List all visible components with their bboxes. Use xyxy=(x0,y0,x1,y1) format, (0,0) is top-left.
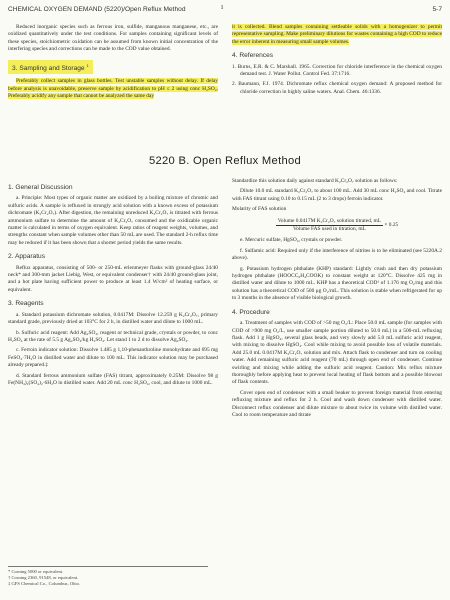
general-discussion-heading: 1. General Discussion xyxy=(8,184,73,191)
formula-denominator: Volume FAS used in titration, mL xyxy=(292,226,366,233)
reference-item: 1. Burns, E.R. & C. Marshall. 1965. Correction for chloride interference in the chemical oxygen demand test. J. Water Pollut. Control Fed. 37:1716. xyxy=(232,63,442,78)
sampling-text: Preferably collect samples in glass bottles. Test unstable samples without delay. If delay before analysis is unavoidable, preserve sample by acidification to pH ≤ 2 using conc H₂SO₄. Preferably acidify any sample that cannot be analyzed the same day xyxy=(8,78,218,100)
top-left-column xyxy=(8,24,218,103)
apparatus-heading: 2. Apparatus xyxy=(8,253,46,261)
molarity-formula xyxy=(232,218,442,234)
intro-paragraph: Reduced inorganic species such as ferrous iron, sulfide, manganous manganese, etc., are oxidized quantitatively under the test conditions. For samples containing significant levels of these species, stoichiometric oxidation can be assumed from known initial concentration of the interfering species and corrections can be made to the COD value obtained. xyxy=(8,24,218,53)
sampling-paragraph xyxy=(8,78,218,100)
formula-factor: × 0.25 xyxy=(384,221,399,228)
molarity-label: Molarity of FAS solution xyxy=(232,206,287,213)
cover-condenser-paragraph: Cover open end of condenser with a small beaker to prevent foreign material from entering refluxing mixture and reflux for 2 h. Cool and wash down condenser with distilled water. Disconnect reflux condenser and dilute mixture to about twice its volume with distilled water. Cool to room temperature and titrate xyxy=(232,389,442,418)
khp-standard-paragraph: g. Potassium hydrogen phthalate (KHP) standard: Lightly crush and then dry potassium hydrogen phthalate (HOOCC₆H₄COOK) to constant weight at 120°C. Dissolve 425 mg in distilled water and dilute to 1000 mL. KHP has a theoretical COD¹ of 1.176 mg O₂/mg and this solution has a theoretical COD of 500 μg O₂/mL. This solution is stable when refrigerated for up to 3 months in the absence of visible biological growth. xyxy=(232,265,442,302)
reference-item: 2. Baumann, F.J. 1974. Dichromate reflux chemical oxygen demand: A proposed method for chloride correction in highly saline waters. Anal. Chem. 46:1336. xyxy=(232,81,442,95)
apparatus-paragraph: Reflux apparatus, consisting of 500- or 250-mL erlenmeyer flasks with ground-glass 24/40 neck* and 300-mm jacket Liebig, West, or equivalent condenser† with 24/40 ground-glass joint, and a hot plate having sufficient power to produce at least 1.4 W/cm² of heating surface, or equivalent. xyxy=(8,264,218,293)
reagent-a-paragraph: a. Standard potassium dichromate solution, 0.0417M: Dissolve 12.259 g K₂Cr₂O₇, primary standard grade, previously dried at 103°C for 2 h, in distilled water and dilute to 1000 mL. xyxy=(8,311,218,326)
page-number: 5-7 xyxy=(432,6,442,13)
sampling-heading-note: 1 xyxy=(86,62,89,68)
references-list xyxy=(232,64,442,97)
storage-continuation: it is collected. Blend samples containing settleable solids with a homogenizer to permit representative sampling. Make preliminary dilutions for wastes containing a high COD to reduce the error inherent in measuring small sample volumes. xyxy=(232,24,442,45)
references-heading: 4. References xyxy=(232,52,274,60)
sulfamic-acid-paragraph: f. Sulfamic acid: Required only if the interference of nitrites is to be eliminated (see 5220A.2 above). xyxy=(232,247,442,262)
footnote-item: ‡ GFS Chemical Co., Columbus, Ohio. xyxy=(8,581,81,586)
bottom-left-column xyxy=(8,178,218,390)
reagents-heading: 3. Reagents xyxy=(8,300,44,308)
header-title: CHEMICAL OXYGEN DEMAND (5220)/Open Reflux Method xyxy=(8,6,186,13)
treatment-paragraph: a. Treatment of samples with COD of >50 mg O₂/L: Place 50.0 mL sample (for samples with COD of >900 mg O₂/L, use smaller sample portion diluted to 50.0 mL) in a 500-mL refluxing flask. Add 1 g HgSO₄, several glass beads, and very slowly add 5.0 mL sulfuric acid reagent, with mixing to dissolve HgSO₄. Cool while mixing to avoid possible loss of volatile materials. Add 25.0 mL 0.0417M K₂Cr₂O₇ solution and mix. Attach flask to condenser and turn on cooling water. Add remaining sulfuric acid reagent (70 mL) through open end of condenser. Continue swirling and mixing while adding the sulfuric acid reagent. Caution: Mix reflux mixture thoroughly before applying heat to prevent local heating of flask bottom and a possible blowout of flask contents. xyxy=(232,320,442,386)
section-title: 5220 B. Open Reflux Method xyxy=(148,155,302,167)
footnote-item: * Corning 5000 or equivalent. xyxy=(8,569,64,574)
principle-paragraph: a. Principle: Most types of organic matter are oxidized by a boiling mixture of chromic and sulfuric acids. A sample is refluxed in strongly acid solution with a known excess of potassium dichromate (K₂Cr₂O₇). After digestion, the remaining unreduced K₂Cr₂O₇ is titrated with ferrous ammonium sulfate to determine the amount of K₂Cr₂O₇ consumed and the oxidizable organic matter is calculated in terms of oxygen equivalent. Keep ratios of reagent weights, volumes, and strengths constant when sample volumes other than 50 mL are used. The standard 2-h reflux time may be reduced if it has been shown that a shorter period yields the same results. xyxy=(8,195,218,246)
formula-numerator: Volume 0.0417M K₂Cr₂O₇ solution titrated, mL xyxy=(276,218,383,226)
reagent-d-paragraph: d. Standard ferrous ammonium sulfate (FAS) titrant, approximately 0.25M: Dissolve 98 g Fe(NH₄)₂(SO₄)₂·6H₂O in distilled water. Add 20 mL conc H₂SO₄, cool, and dilute to 1000 mL. xyxy=(8,372,218,386)
top-right-column xyxy=(232,24,442,99)
footnote-item: † Corning 2360, 91548, or equivalent. xyxy=(8,575,79,580)
dilute-paragraph: Dilute 10.0 mL standard K₂Cr₂O₇ to about 100 mL. Add 30 mL conc H₂SO₄ and cool. Titrate with FAS titrant using 0.10 to 0.15 mL (2 to 3 drops) ferroin indicator. xyxy=(232,188,442,202)
procedure-heading: 4. Procedure xyxy=(232,308,270,316)
sampling-heading xyxy=(8,60,218,75)
standardize-paragraph: Standardize this solution daily against standard K₂Cr₂O₇ solution as follows: xyxy=(232,178,398,184)
reagent-b-paragraph: b. Sulfuric acid reagent: Add Ag₂SO₄, reagent or technical grade, crystals or powder, to conc H₂SO₄ at the rate of 5.5 g Ag₂SO₄/kg H₂SO₄. Let stand 1 to 2 d to dissolve Ag₂SO₄. xyxy=(8,329,218,343)
sampling-heading-text: 3. Sampling and Storage xyxy=(12,64,85,72)
mercuric-sulfate-paragraph: e. Mercuric sulfate, HgSO₄, crystals or powder. xyxy=(240,237,343,244)
reagent-c-paragraph: c. Ferroin indicator solution: Dissolve 1.485 g 1,10-phenanthroline monohydrate and 695 mg FeSO₄·7H₂O in distilled water and dilute to 100 mL. This indicator solution may be purchased already prepared.‡ xyxy=(8,347,218,369)
running-header xyxy=(8,6,442,18)
bottom-right-column xyxy=(232,178,442,422)
cursor-mark-icon: ı xyxy=(221,2,224,11)
footnotes xyxy=(8,566,208,587)
